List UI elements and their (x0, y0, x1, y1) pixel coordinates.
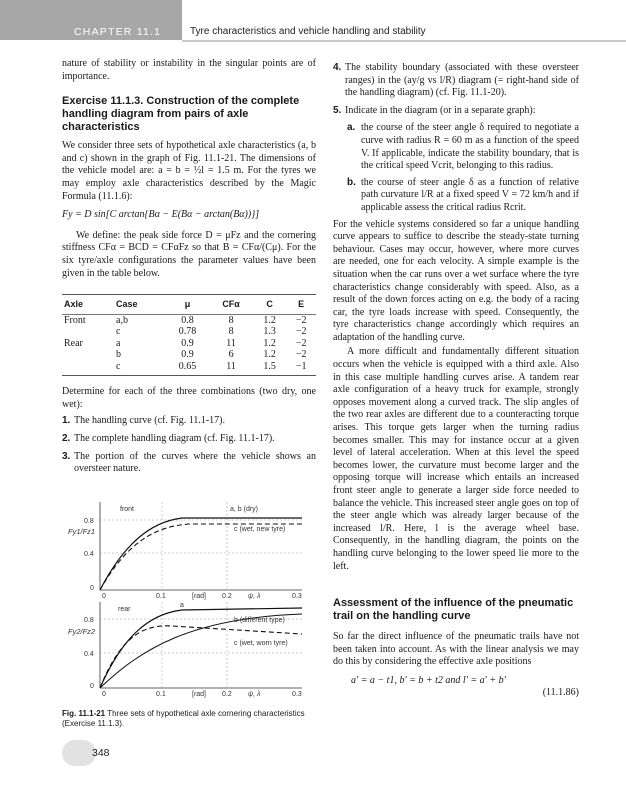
parameter-table (62, 294, 316, 376)
cell (62, 326, 114, 338)
page-header (0, 0, 626, 40)
table-row (62, 349, 316, 361)
list-item (62, 415, 316, 428)
curve-rear-c (100, 626, 302, 688)
cell: 0.9 (181, 349, 194, 361)
cell: −1 (286, 361, 316, 376)
label-rear-a: a (180, 602, 184, 609)
equation-number: (11.1.86) (542, 686, 579, 698)
x-tick-top-02: 0.2 (222, 593, 232, 600)
y-label-top: Fy1/Fz1 (68, 527, 96, 536)
x-tick-top-03: 0.3 (292, 593, 302, 600)
cell: 1.2 (263, 349, 276, 361)
section-title: Assessment of the influence of the pneumatic trail on the handling curve (333, 597, 574, 623)
list-text: The stability boundary (associated with these oversteer ranges) in the (ay/g vs l/R) diagram (= right-hand side of the handling diagram) (cf. Fig. 11.1-20). (345, 62, 579, 99)
x-tick-bottom-0: 0 (102, 691, 106, 698)
cell: 11 (226, 337, 236, 349)
list-text: The handling curve (cf. Fig. 11.1-17). (74, 415, 225, 427)
page-number-tab (62, 740, 96, 766)
cell: 0.78 (178, 326, 197, 338)
list-number: 4. (333, 62, 342, 73)
equation-text: a′ = a − t1, b′ = b + t2 and l′ = a′ + b′ (351, 674, 506, 686)
figure-caption (62, 709, 324, 729)
page-number: 348 (92, 747, 110, 759)
cell: 1.2 (263, 314, 276, 326)
curve-front-c (100, 524, 302, 590)
task-list (62, 415, 316, 475)
cell: 1.5 (253, 361, 286, 376)
x-tick-bottom-03: 0.3 (292, 691, 302, 698)
caption-text: Three sets of hypothetical axle cornering characteristics (Exercise 11.1.3). (62, 709, 305, 728)
table-row (62, 314, 316, 326)
cell: 0.8 (181, 314, 194, 326)
sub-list-letter: b. (347, 176, 356, 188)
bottom-panel (68, 602, 302, 698)
th-mu: μ (166, 295, 210, 315)
cell: 6 (228, 349, 234, 361)
list-number: 5. (333, 104, 342, 116)
figure-axle-characteristics (62, 498, 324, 708)
list-number: 1. (62, 415, 71, 427)
x-label-top: ψ, λ (248, 593, 261, 600)
equation-11-1-86 (333, 675, 579, 701)
list-number: 3. (62, 450, 71, 462)
header-rule (182, 40, 626, 42)
sub-list-text: the course of steer angle δ as a function of relative path curvature l/R at a fixed speed V = 72 km/h and if applicable assess the critical radius Rcrit. (361, 176, 579, 213)
cell (62, 361, 114, 376)
list-text: The complete handling diagram (cf. Fig. 11.1-17). (74, 433, 275, 444)
vehicle-systems-paragraph: For the vehicle systems considered so far a unique handling curve appears to suffice to describe the steady-state turning behaviour. Cases may occur, however, where more curves are needed, one for each velocity. A simple example is the situation when the car runs over a wet surface where the tyre characteristics change considerably with speed. Also, as a result of the down forces acting on e.g. the body of a racing car, the tyre loads increase with speed. Consequently, the tyre characteristics change accordingly which requires an adaptation of the handling curve. (333, 218, 579, 343)
list-item (333, 62, 579, 100)
third-axle-paragraph: A more difficult and fundamentally different situation occurs when the vehicle is equipped with a third axle. Also in this case multiple handling curves arise. A tandem rear axle configuration of a heavy truck for example, strongly opposes movement along a curved track. The slip angles of the two rear axles are different due to a counteracting torque arises. This torque gets larger when the turning radius becomes smaller. This may for instance occur at a given level of lateral acceleration. When at this level the speed becomes lower, the curvature must become larger and the opposing torque will increase which entails an increased front steer angle to generate a larger side force needed to balance the vehicle. This increased steer angle goes on top of the steer angle which was already larger because of the increased l/R. Here, l is the average wheel base. Consequently, in the handling diagram, the points on the handling curve belonging to the lower speed lie more to the left. (333, 346, 579, 572)
list-number: 2. (62, 433, 71, 444)
y-tick-bottom-08: 0.8 (84, 617, 94, 624)
label-rear: rear (118, 606, 131, 613)
trail-paragraph: So far the direct influence of the pneumatic trails have not been taken into account. As with the linear analysis we may do this by considering the effective axle positions (333, 631, 579, 668)
cell: Rear (64, 337, 83, 349)
cell (62, 349, 114, 361)
right-column (333, 58, 579, 701)
x-unit-bottom: [rad] (192, 691, 207, 698)
label-c-wet-worn: c (wet, worn tyre) (234, 640, 288, 647)
th-case: Case (114, 295, 166, 315)
label-b-different: b (different type) (234, 617, 285, 624)
table-row (62, 338, 316, 350)
cell: Front (64, 314, 86, 326)
y-tick-bottom-0: 0 (90, 683, 94, 690)
task-list-continued (333, 62, 579, 215)
exercise-title: Exercise 11.1.3. Construction of the complete handling diagram from pairs of axle characteristics (62, 95, 300, 134)
sub-list-item (333, 177, 579, 215)
y-tick-bottom-04: 0.4 (84, 651, 94, 658)
label-ab-dry: a, b (dry) (230, 506, 259, 513)
table-row (62, 361, 316, 376)
th-c: C (253, 295, 286, 315)
sub-list-text: the course of the steer angle δ required to negotiate a curve with radius R = 60 m as a function of the speed V. If applicable, indicate the stability boundary, that is the critical speed Vcrit, belonging to this radius. (361, 122, 579, 172)
define-paragraph: We define: the peak side force D = μFz and the cornering stiffness CFα = BCD = CFαFz so that B = CFα/(Cμ). For the six tyre/axle configurations the parameter values have been given in the table below. (62, 229, 316, 279)
cell: a,b (116, 314, 128, 326)
cell: 1.2 (263, 337, 276, 349)
consider-paragraph: We consider three sets of hypothetical axle characteristics (a, b and c) shown in the graph of Fig. 11.1-21. The dimensions of the vehicle model are: a = b = ½l = 1.5 m. For the tyres we may employ axle characteristics described by the Magic Formula (11.1.6): (62, 140, 316, 202)
th-e: E (286, 295, 316, 315)
y-tick-top-08: 0.8 (84, 518, 94, 525)
list-text: The portion of the curves where the vehicle shows an oversteer nature. (74, 450, 316, 475)
sub-list-item (333, 122, 579, 172)
determine-paragraph: Determine for each of the three combinations (two dry, one wet): (62, 386, 316, 410)
cell: 0.65 (166, 361, 210, 376)
list-item (62, 451, 316, 476)
cell: 1.3 (263, 326, 276, 338)
sub-list-letter: a. (347, 122, 356, 134)
list-text: Indicate in the diagram (or in a separate graph): (345, 104, 536, 116)
caption-label: Fig. 11.1-21 (62, 709, 106, 718)
list-item (333, 105, 579, 118)
y-label-bottom: Fy2/Fz2 (68, 627, 96, 636)
cell: 8 (228, 326, 234, 338)
figure-svg (62, 498, 324, 708)
label-c-wet-new: c (wet, new tyre) (234, 526, 286, 533)
chapter-label: CHAPTER 11.1 (74, 26, 162, 38)
th-axle: Axle (62, 295, 114, 315)
y-tick-top-04: 0.4 (84, 551, 94, 558)
label-front: front (120, 506, 135, 513)
top-panel (68, 502, 302, 600)
curve-rear-b (100, 614, 302, 688)
magic-formula: Fy = D sin[C arctan{Bα − E(Bα − arctan(Bα))}] (62, 209, 260, 221)
cell: −2 (295, 337, 307, 349)
list-item (62, 433, 316, 446)
x-tick-bottom-02: 0.2 (222, 691, 232, 698)
cell: c (114, 361, 166, 376)
table-header-row (62, 295, 316, 315)
running-title: Tyre characteristics and vehicle handling and stability (190, 26, 426, 37)
cell: 8 (228, 314, 234, 326)
intro-paragraph: nature of stability or instability in the singular points are of importance. (62, 58, 316, 82)
cell: 0.9 (181, 337, 194, 349)
cell: c (116, 326, 121, 338)
cell: b (116, 349, 122, 361)
x-unit-top: [rad] (192, 593, 207, 600)
y-tick-top-0: 0 (90, 585, 94, 592)
x-tick-top-01: 0.1 (156, 593, 166, 600)
cell: 11 (209, 361, 253, 376)
th-cfa: CFα (209, 295, 253, 315)
x-label-bottom: ψ, λ (248, 691, 261, 698)
cell: a (116, 337, 121, 349)
left-column (62, 58, 316, 481)
cell: −2 (295, 314, 307, 326)
x-tick-top-0: 0 (102, 593, 106, 600)
cell: −2 (295, 326, 307, 338)
x-tick-bottom-01: 0.1 (156, 691, 166, 698)
table-row (62, 326, 316, 338)
cell: −2 (295, 349, 307, 361)
